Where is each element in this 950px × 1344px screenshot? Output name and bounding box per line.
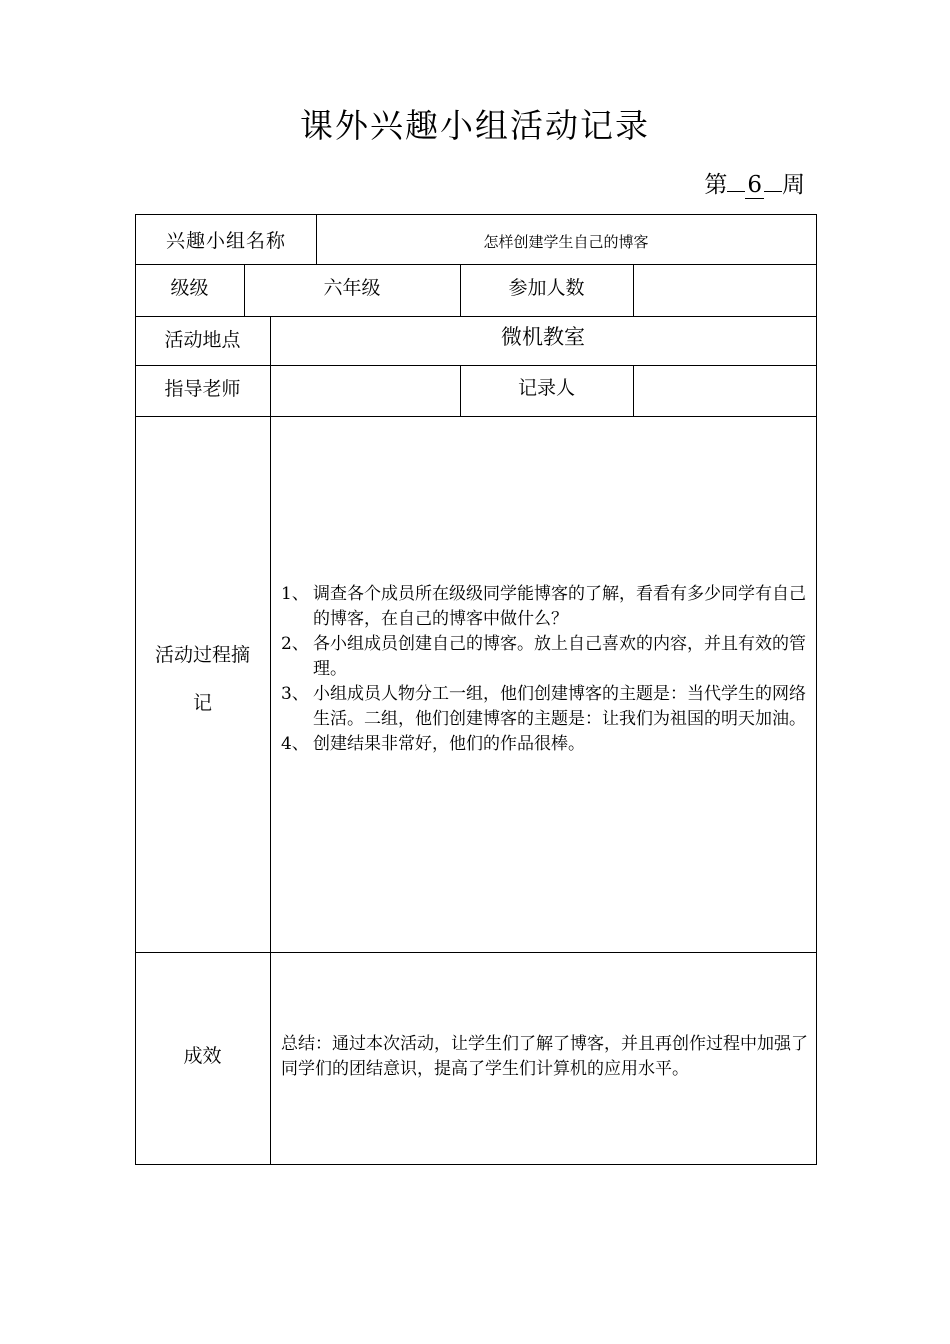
participants-label: 参加人数 <box>508 276 585 299</box>
teacher-value <box>270 362 460 412</box>
recorder-value <box>633 361 816 411</box>
process-item-number: 4、 <box>281 734 309 754</box>
grade-label: 级级 <box>170 276 209 299</box>
process-item-text: 调查各个成员所在级级同学能博客的了解，看看有多少同学有自己的博客，在自己的博客中做什么？ <box>313 584 806 629</box>
process-label-line1: 活动过程摘 <box>154 644 250 666</box>
teacher-label: 指导老师 <box>164 377 241 400</box>
process-list-item <box>281 632 817 682</box>
process-label-line2: 记 <box>192 692 212 714</box>
grade-value: 六年级 <box>323 276 381 299</box>
group-name-value: 怎样创建学生自己的博客 <box>483 232 649 251</box>
result-label: 成效 <box>183 1044 222 1067</box>
process-label <box>135 634 270 724</box>
table-border-bottom <box>135 1164 817 1165</box>
location-value: 微机教室 <box>501 325 585 349</box>
week-indicator <box>704 166 805 199</box>
week-underline-left <box>727 191 745 192</box>
group-name-label: 兴趣小组名称 <box>165 229 286 252</box>
process-list-item <box>281 732 817 757</box>
process-list-item <box>281 682 817 732</box>
week-underline-right <box>764 191 782 192</box>
process-item-number: 2、 <box>281 634 309 654</box>
process-item-text: 各小组成员创建自己的博客。放上自己喜欢的内容，并且有效的管理。 <box>313 634 806 679</box>
activity-record-table <box>135 214 817 1165</box>
process-item-number: 3、 <box>281 684 309 704</box>
week-prefix: 第 <box>704 172 728 198</box>
process-item-text: 创建结果非常好，他们的作品很棒。 <box>313 734 585 754</box>
process-item-text: 小组成员人物分工一组，他们创建博客的主题是：当代学生的网络生活。二组，他们创建博客的主题是：让我们为祖国的明天加油。 <box>313 684 806 729</box>
process-list-item <box>281 582 817 632</box>
location-label: 活动地点 <box>164 328 241 351</box>
page-title: 课外兴趣小组活动记录 <box>300 106 650 145</box>
process-content <box>281 582 817 757</box>
week-number: 6 <box>747 172 762 198</box>
row-divider <box>135 416 817 417</box>
recorder-label: 记录人 <box>517 376 575 399</box>
result-text: 总结：通过本次活动，让学生们了解了博客，并且再创作过程中加强了同学们的团结意识，提高了学生们计算机的应用水平。 <box>281 1034 808 1079</box>
week-suffix: 周 <box>782 172 805 198</box>
participants-value <box>633 261 816 311</box>
col-divider <box>270 416 271 1165</box>
process-item-number: 1、 <box>281 584 309 604</box>
row-divider <box>135 952 817 953</box>
